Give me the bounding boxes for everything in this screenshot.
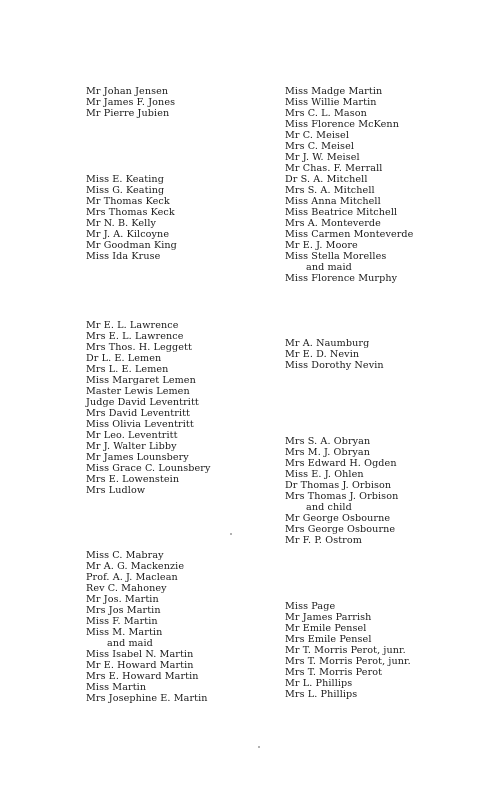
passenger-entry: Mrs Jos Martin [86, 605, 161, 616]
passenger-entry: Mr L. Phillips [285, 678, 353, 689]
passenger-entry: Mr T. Morris Perot, junr. [285, 645, 406, 656]
passenger-entry: Mrs Emile Pensel [285, 634, 372, 645]
passenger-entry: Mr Thomas Keck [86, 196, 170, 207]
passenger-entry: Mrs David Leventritt [86, 408, 191, 419]
passenger-entry: Miss E. J. Ohlen [285, 469, 364, 480]
passenger-entry: Mr Johan Jensen [86, 86, 169, 97]
passenger-entry: Miss E. Keating [86, 174, 164, 185]
passenger-group-m [285, 86, 413, 284]
passenger-entry: Mrs T. Morris Perot [285, 667, 383, 678]
passenger-entry: Mrs Thomas Keck [86, 207, 175, 218]
passenger-group-o [285, 436, 398, 546]
passenger-entry: Miss Beatrice Mitchell [285, 207, 398, 218]
passenger-entry: Mrs L. E. Lemen [86, 364, 169, 375]
passenger-entry: Miss Stella Morelles [285, 251, 387, 262]
passenger-entry: Miss Olivia Leventritt [86, 419, 194, 430]
passenger-entry: Mr George Osbourne [285, 513, 391, 524]
passenger-entry: Mrs C. L. Mason [285, 108, 367, 119]
passenger-entry: Mr James F. Jones [86, 97, 176, 108]
passenger-entry: Mrs E. L. Lawrence [86, 331, 184, 342]
passenger-entry: Miss Carmen Monteverde [285, 229, 414, 240]
passenger-entry: Miss Dorothy Nevin [285, 360, 384, 371]
passenger-entry: Mr Chas. F. Merrall [285, 163, 383, 174]
passenger-entry: Mrs Josephine E. Martin [86, 693, 208, 704]
passenger-entry: Mr J. Walter Libby [86, 441, 177, 452]
passenger-entry: Mrs S. A. Obryan [285, 436, 371, 447]
passenger-entry: Miss Martin [86, 682, 147, 693]
passenger-entry: and maid [306, 262, 352, 273]
passenger-entry: Mr E. D. Nevin [285, 349, 360, 360]
passenger-group-ma [86, 550, 208, 704]
passenger-entry: Prof. A. J. Maclean [86, 572, 178, 583]
passenger-entry: Mr C. Meisel [285, 130, 349, 141]
passenger-entry: Mrs Ludlow [86, 485, 146, 496]
passenger-entry: Judge David Leventritt [86, 397, 199, 408]
passenger-entry: Miss C. Mabray [86, 550, 164, 561]
passenger-entry: Mrs L. Phillips [285, 689, 358, 700]
passenger-entry: Mrs M. J. Obryan [285, 447, 371, 458]
passenger-entry: Miss Florence Murphy [285, 273, 398, 284]
passenger-entry: Miss Ida Kruse [86, 251, 161, 262]
passenger-entry: Mr J. A. Kilcoyne [86, 229, 170, 240]
passenger-entry: Mr A. G. Mackenzie [86, 561, 185, 572]
passenger-entry: Miss Margaret Lemen [86, 375, 196, 386]
passenger-entry: Miss F. Martin [86, 616, 158, 627]
passenger-entry: Mr F. P. Ostrom [285, 535, 362, 546]
passenger-entry: Mr E. L. Lawrence [86, 320, 179, 331]
passenger-entry: and maid [107, 638, 153, 649]
passenger-entry: Mr E. Howard Martin [86, 660, 194, 671]
passenger-entry: Mr Leo. Leventritt [86, 430, 178, 441]
passenger-entry: Mrs S. A. Mitchell [285, 185, 375, 196]
print-speck [230, 533, 232, 535]
passenger-entry: Mr N. B. Kelly [86, 218, 157, 229]
passenger-entry: Miss G. Keating [86, 185, 165, 196]
print-speck [258, 746, 260, 748]
passenger-entry: Mr E. J. Moore [285, 240, 358, 251]
passenger-group-j [86, 86, 175, 119]
passenger-entry: Miss Anna Mitchell [285, 196, 381, 207]
passenger-entry: Mr Emile Pensel [285, 623, 367, 634]
passenger-group-l [86, 320, 211, 496]
passenger-entry: Dr S. A. Mitchell [285, 174, 368, 185]
passenger-entry: Mrs E. Howard Martin [86, 671, 199, 682]
passenger-entry: Dr Thomas J. Orbison [285, 480, 392, 491]
passenger-entry: Mr James Parrish [285, 612, 372, 623]
passenger-entry: Mr J. W. Meisel [285, 152, 360, 163]
passenger-entry: Master Lewis Lemen [86, 386, 190, 397]
passenger-entry: Miss Page [285, 601, 336, 612]
passenger-entry: Miss Florence McKenn [285, 119, 399, 130]
passenger-entry: Mrs Thomas J. Orbison [285, 491, 399, 502]
passenger-entry: Mrs A. Monteverde [285, 218, 381, 229]
passenger-group-k [86, 174, 177, 262]
passenger-entry: Mr Pierre Jubien [86, 108, 170, 119]
passenger-entry: Miss Madge Martin [285, 86, 383, 97]
passenger-entry: Miss Isabel N. Martin [86, 649, 194, 660]
passenger-entry: Mrs Thos. H. Leggett [86, 342, 192, 353]
passenger-entry: Mr Goodman King [86, 240, 177, 251]
passenger-entry: Mr Jos. Martin [86, 594, 159, 605]
passenger-group-n [285, 338, 384, 371]
passenger-entry: Rev C. Mahoney [86, 583, 167, 594]
passenger-entry: Mrs E. Lowenstein [86, 474, 180, 485]
passenger-entry: Miss M. Martin [86, 627, 163, 638]
passenger-entry: and child [306, 502, 352, 513]
passenger-entry: Mrs Edward H. Ogden [285, 458, 397, 469]
passenger-entry: Miss Willie Martin [285, 97, 377, 108]
passenger-entry: Mr A. Naumburg [285, 338, 370, 349]
passenger-group-p [285, 601, 411, 700]
passenger-entry: Mrs T. Morris Perot, junr. [285, 656, 411, 667]
passenger-entry: Mr James Lounsbery [86, 452, 189, 463]
passenger-entry: Dr L. E. Lemen [86, 353, 162, 364]
passenger-entry: Miss Grace C. Lounsbery [86, 463, 211, 474]
passenger-entry: Mrs C. Meisel [285, 141, 355, 152]
passenger-entry: Mrs George Osbourne [285, 524, 396, 535]
